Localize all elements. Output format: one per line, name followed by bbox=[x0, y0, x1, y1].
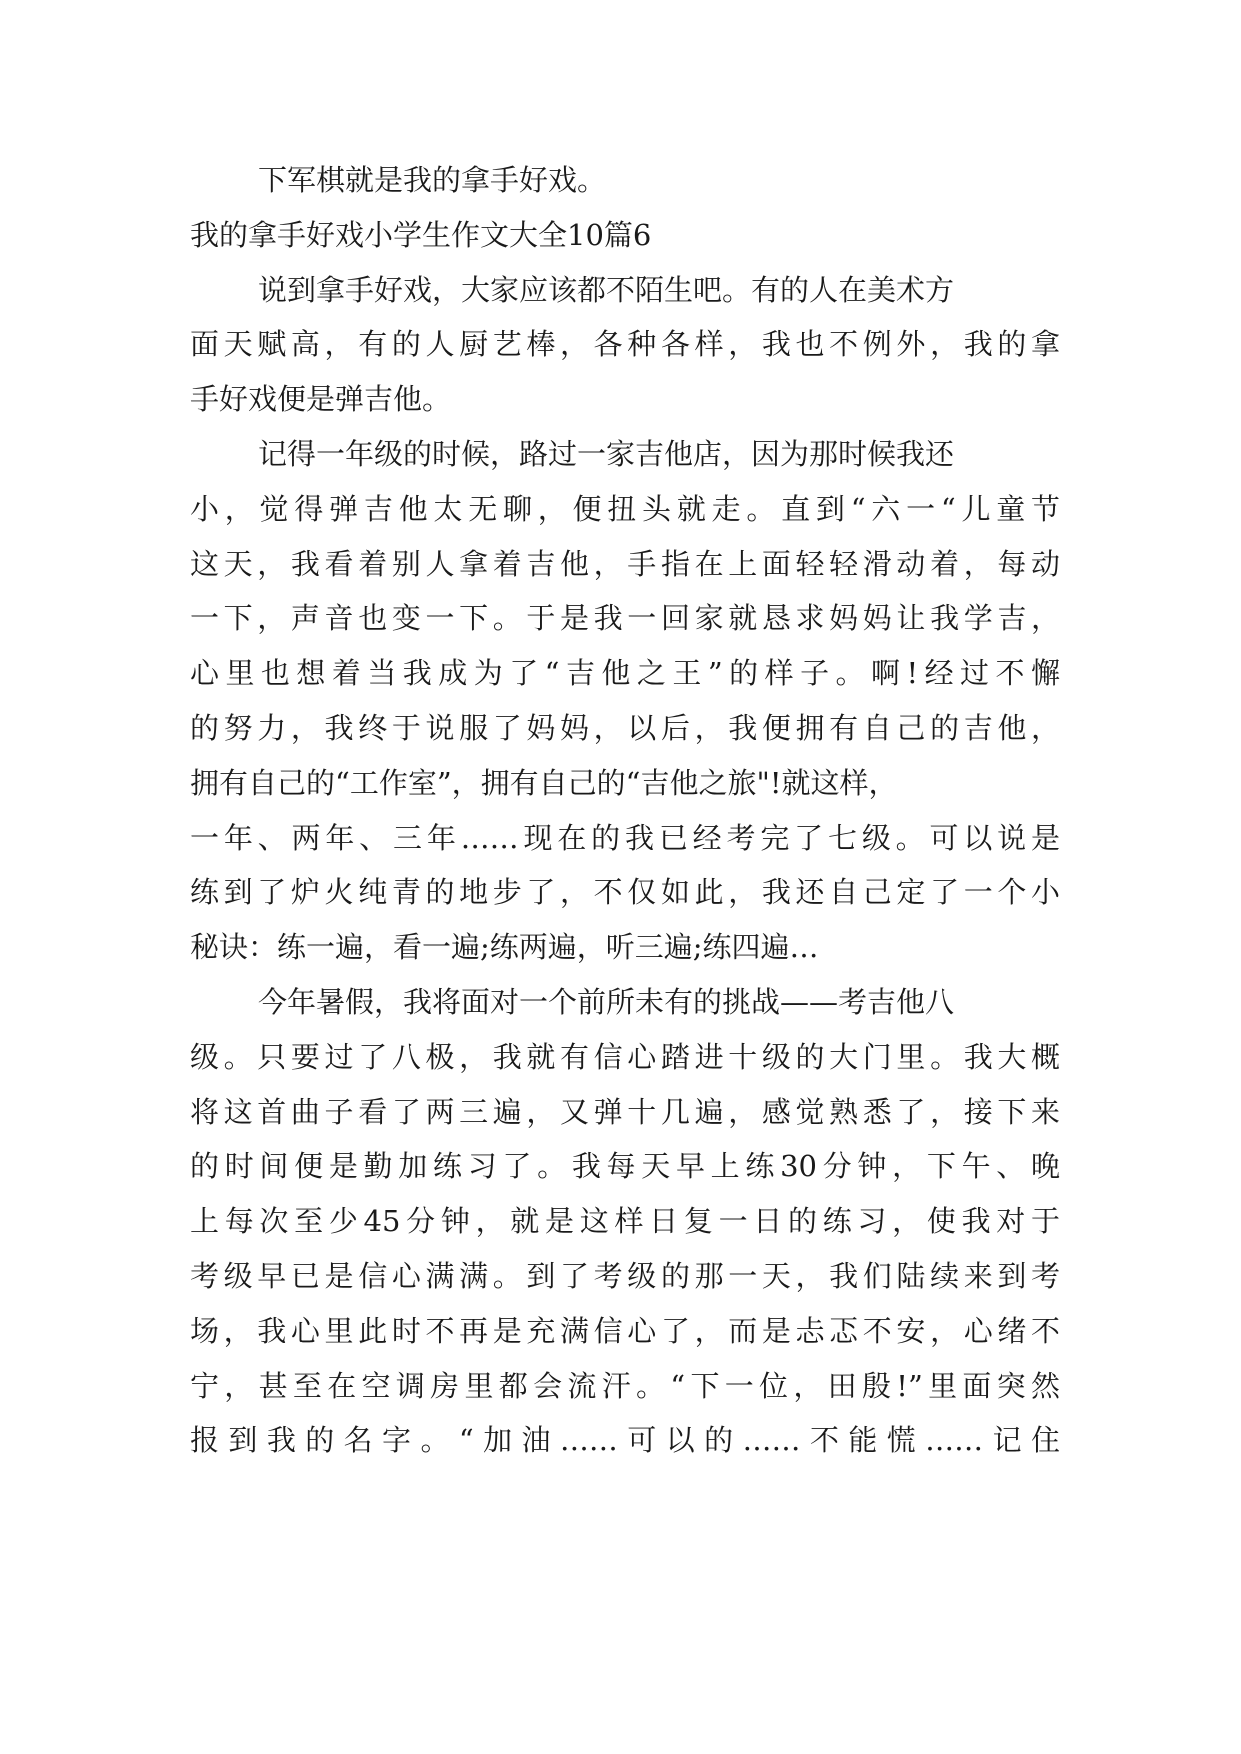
paragraph-line: 秘诀：练一遍，看一遍;练两遍，听三遍;练四遍… bbox=[190, 930, 819, 964]
paragraph-line: 这天，我看着别人拿着吉他，手指在上面轻轻滑动着，每动 bbox=[190, 547, 1060, 581]
paragraph-line: 小，觉得弹吉他太无聊，便扭头就走。直到“六一“儿童节 bbox=[190, 492, 1060, 526]
paragraph-line: 面天赋高，有的人厨艺棒，各种各样，我也不例外，我的拿 bbox=[190, 327, 1060, 361]
paragraph-line: 上每次至少45分钟，就是这样日复一日的练习，使我对于 bbox=[190, 1204, 1060, 1238]
paragraph-line: 将这首曲子看了两三遍，又弹十几遍，感觉熟悉了，接下来 bbox=[190, 1095, 1060, 1129]
paragraph-line: 心里也想着当我成为了“吉他之王”的样子。啊!经过不懈 bbox=[190, 656, 1060, 690]
paragraph-line: 考级早已是信心满满。到了考级的那一天，我们陆续来到考 bbox=[190, 1259, 1060, 1293]
paragraph-line: 今年暑假，我将面对一个前所未有的挑战——考吉他八 bbox=[258, 985, 955, 1019]
paragraph-line: 级。只要过了八极，我就有信心踏进十级的大门里。我大概 bbox=[190, 1040, 1060, 1074]
paragraph-line: 记得一年级的时候，路过一家吉他店，因为那时候我还 bbox=[258, 437, 955, 471]
paragraph-line: 报到我的名字。“加油……可以的……不能慌……记住 bbox=[190, 1423, 1060, 1457]
paragraph-line: 下军棋就是我的拿手好戏。 bbox=[258, 163, 607, 197]
paragraph-line: 宁，甚至在空调房里都会流汗。“下一位，田殷!”里面突然 bbox=[190, 1369, 1060, 1403]
paragraph-line: 拥有自己的“工作室”，拥有自己的“吉他之旅"!就这样， bbox=[190, 766, 898, 800]
paragraph-line: 手好戏便是弹吉他。 bbox=[190, 382, 452, 416]
paragraph-line: 说到拿手好戏，大家应该都不陌生吧。有的人在美术方 bbox=[258, 273, 955, 307]
paragraph-line: 一年、两年、三年……现在的我已经考完了七级。可以说是 bbox=[190, 821, 1060, 855]
paragraph-line: 练到了炉火纯青的地步了，不仅如此，我还自己定了一个小 bbox=[190, 875, 1060, 909]
section-heading: 我的拿手好戏小学生作文大全10篇6 bbox=[190, 218, 652, 252]
paragraph-line: 一下，声音也变一下。于是我一回家就恳求妈妈让我学吉， bbox=[190, 601, 1060, 635]
paragraph-line: 的时间便是勤加练习了。我每天早上练30分钟，下午、晚 bbox=[190, 1149, 1060, 1183]
paragraph-line: 场，我心里此时不再是充满信心了，而是忐忑不安，心绪不 bbox=[190, 1314, 1060, 1348]
paragraph-line: 的努力，我终于说服了妈妈，以后，我便拥有自己的吉他， bbox=[190, 711, 1060, 745]
